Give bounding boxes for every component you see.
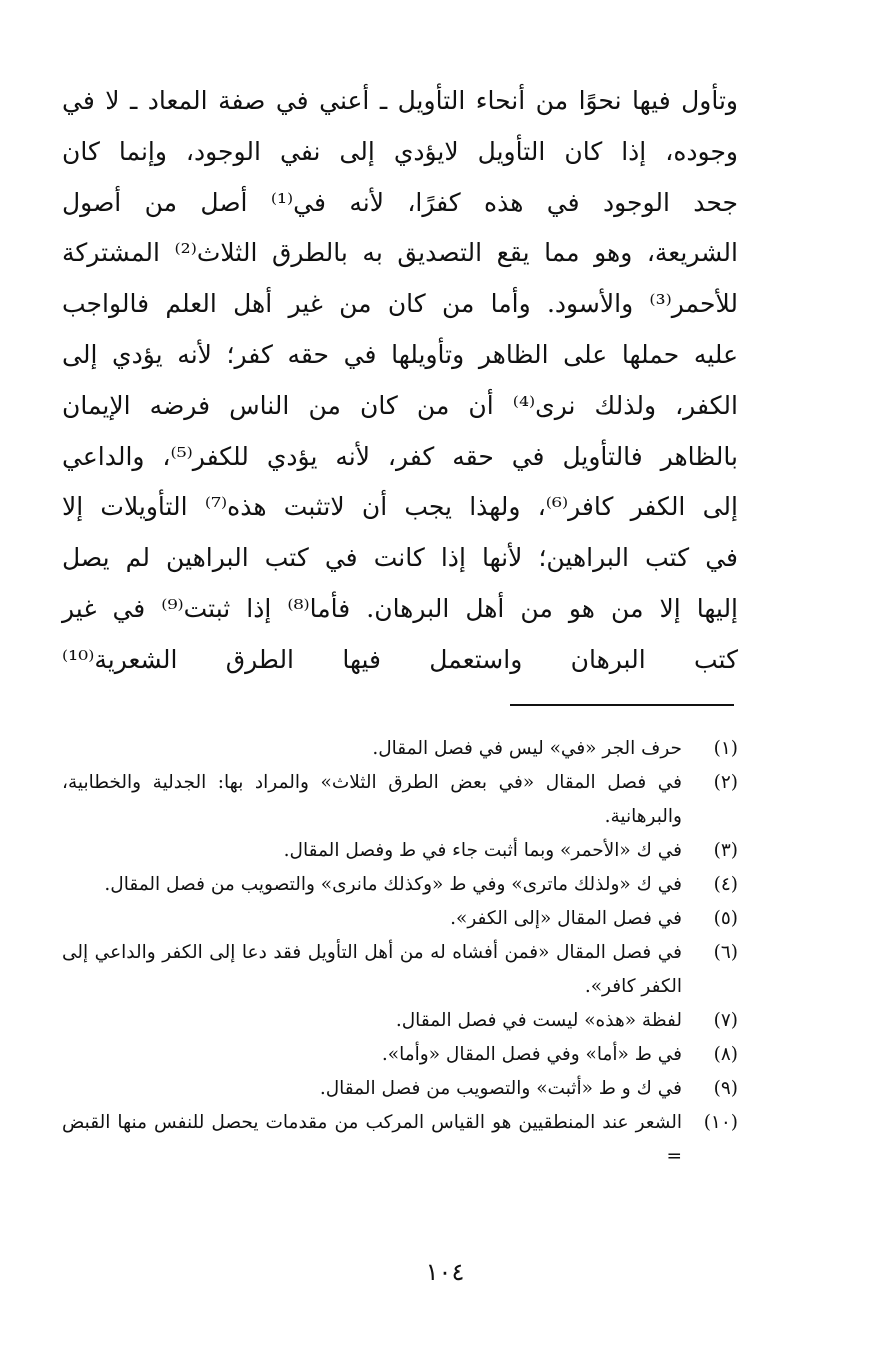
footnote bbox=[62, 936, 738, 1004]
body-line: عليه حملها على الظاهر وتأويلها في حقه كفر؛ لأنه يؤدي إلى bbox=[62, 339, 738, 369]
footnote-text: لفظة «هذه» ليست في فصل المقال. bbox=[395, 1010, 682, 1031]
footnote-text: في ط «أما» وفي فصل المقال «وأما». bbox=[381, 1044, 682, 1065]
body-line: كتب البرهان واستعمل فيها الطرق الشعرية⁽¹⁰⁾ bbox=[62, 644, 738, 674]
footnote bbox=[62, 1072, 738, 1106]
body-line: جحد الوجود في هذه كفرًا، لأنه في⁽¹⁾ أصل من أصول bbox=[62, 187, 738, 217]
footnote-number: (٩) bbox=[713, 1078, 738, 1099]
footnote-text: في ك «ولذلك ماترى» وفي ط «وكذلك مانرى» والتصويب من فصل المقال. bbox=[104, 874, 682, 895]
footnote-text: في فصل المقال «إلى الكفر». bbox=[450, 908, 682, 929]
footnote-text: في ك «الأحمر» وبما أثبت جاء في ط وفصل المقال. bbox=[283, 840, 682, 861]
footnote-text: في فصل المقال «في بعض الطرق الثلاث» والمراد بها: الجدلية والخطابية، والبرهانية. bbox=[62, 772, 682, 827]
footnote-number: (١٠) bbox=[703, 1112, 738, 1133]
footnote-number: (٢) bbox=[713, 772, 738, 793]
footnote-number: (٨) bbox=[713, 1044, 738, 1065]
footnote bbox=[62, 834, 738, 868]
body-line: الكفر، ولذلك نرى⁽⁴⁾ أن من كان من الناس فرضه الإيمان bbox=[62, 390, 738, 420]
footnote bbox=[62, 1004, 738, 1038]
footnote bbox=[62, 868, 738, 902]
footnote-number: (٤) bbox=[713, 874, 738, 895]
footnote-text: في فصل المقال «فمن أفشاه له من أهل التأويل فقد دعا إلى الكفر والداعي إلى الكفر كافر». bbox=[62, 942, 682, 997]
body-line: وجوده، إذا كان التأويل لايؤدي إلى نفي الوجود، وإنما كان bbox=[62, 136, 738, 166]
body-line: للأحمر⁽³⁾ والأسود. وأما من كان من غير أهل العلم فالواجب bbox=[62, 289, 738, 319]
footnote bbox=[62, 732, 738, 766]
body-line: إليها إلا من هو من أهل البرهان. فأما⁽⁸⁾ إذا ثبتت⁽⁹⁾ في غير bbox=[62, 593, 739, 623]
footnote-text: في ك و ط «أثبت» والتصويب من فصل المقال. bbox=[319, 1078, 682, 1099]
footnote-text: حرف الجر «في» ليس في فصل المقال. bbox=[372, 738, 682, 759]
footnote-number: (٧) bbox=[713, 1010, 738, 1031]
footnote bbox=[62, 902, 738, 936]
footnote-divider bbox=[510, 704, 734, 706]
body-line: الشريعة، وهو مما يقع التصديق به بالطرق الثلاث⁽²⁾ المشتركة bbox=[62, 238, 738, 268]
main-text bbox=[62, 76, 738, 686]
body-line: إلى الكفر كافر⁽⁶⁾، ولهذا يجب أن لاتثبت هذه⁽⁷⁾ التأويلات إلا bbox=[62, 492, 738, 522]
body-line: بالظاهر فالتأويل في حقه كفر، لأنه يؤدي للكفر⁽⁵⁾، والداعي bbox=[62, 441, 738, 471]
footnote-number: (٣) bbox=[713, 840, 738, 861]
footnote-text: الشعر عند المنطقيين هو القياس المركب من مقدمات يحصل للنفس منها القبض = bbox=[62, 1112, 682, 1167]
body-line: وتأول فيها نحوًا من أنحاء التأويل ـ أعني في صفة المعاد ـ لا في bbox=[62, 86, 738, 115]
footnote-number: (٦) bbox=[713, 942, 738, 963]
footnote-number: (٥) bbox=[713, 908, 738, 929]
footnotes bbox=[62, 732, 738, 1174]
footnote bbox=[62, 1038, 738, 1072]
page-number: ١٠٤ bbox=[425, 1258, 465, 1286]
footnote bbox=[62, 1106, 738, 1174]
footnote-number: (١) bbox=[713, 738, 738, 759]
body-line: في كتب البراهين؛ لأنها إذا كانت في كتب البراهين لم يصل bbox=[62, 543, 738, 573]
footnote bbox=[62, 766, 738, 834]
